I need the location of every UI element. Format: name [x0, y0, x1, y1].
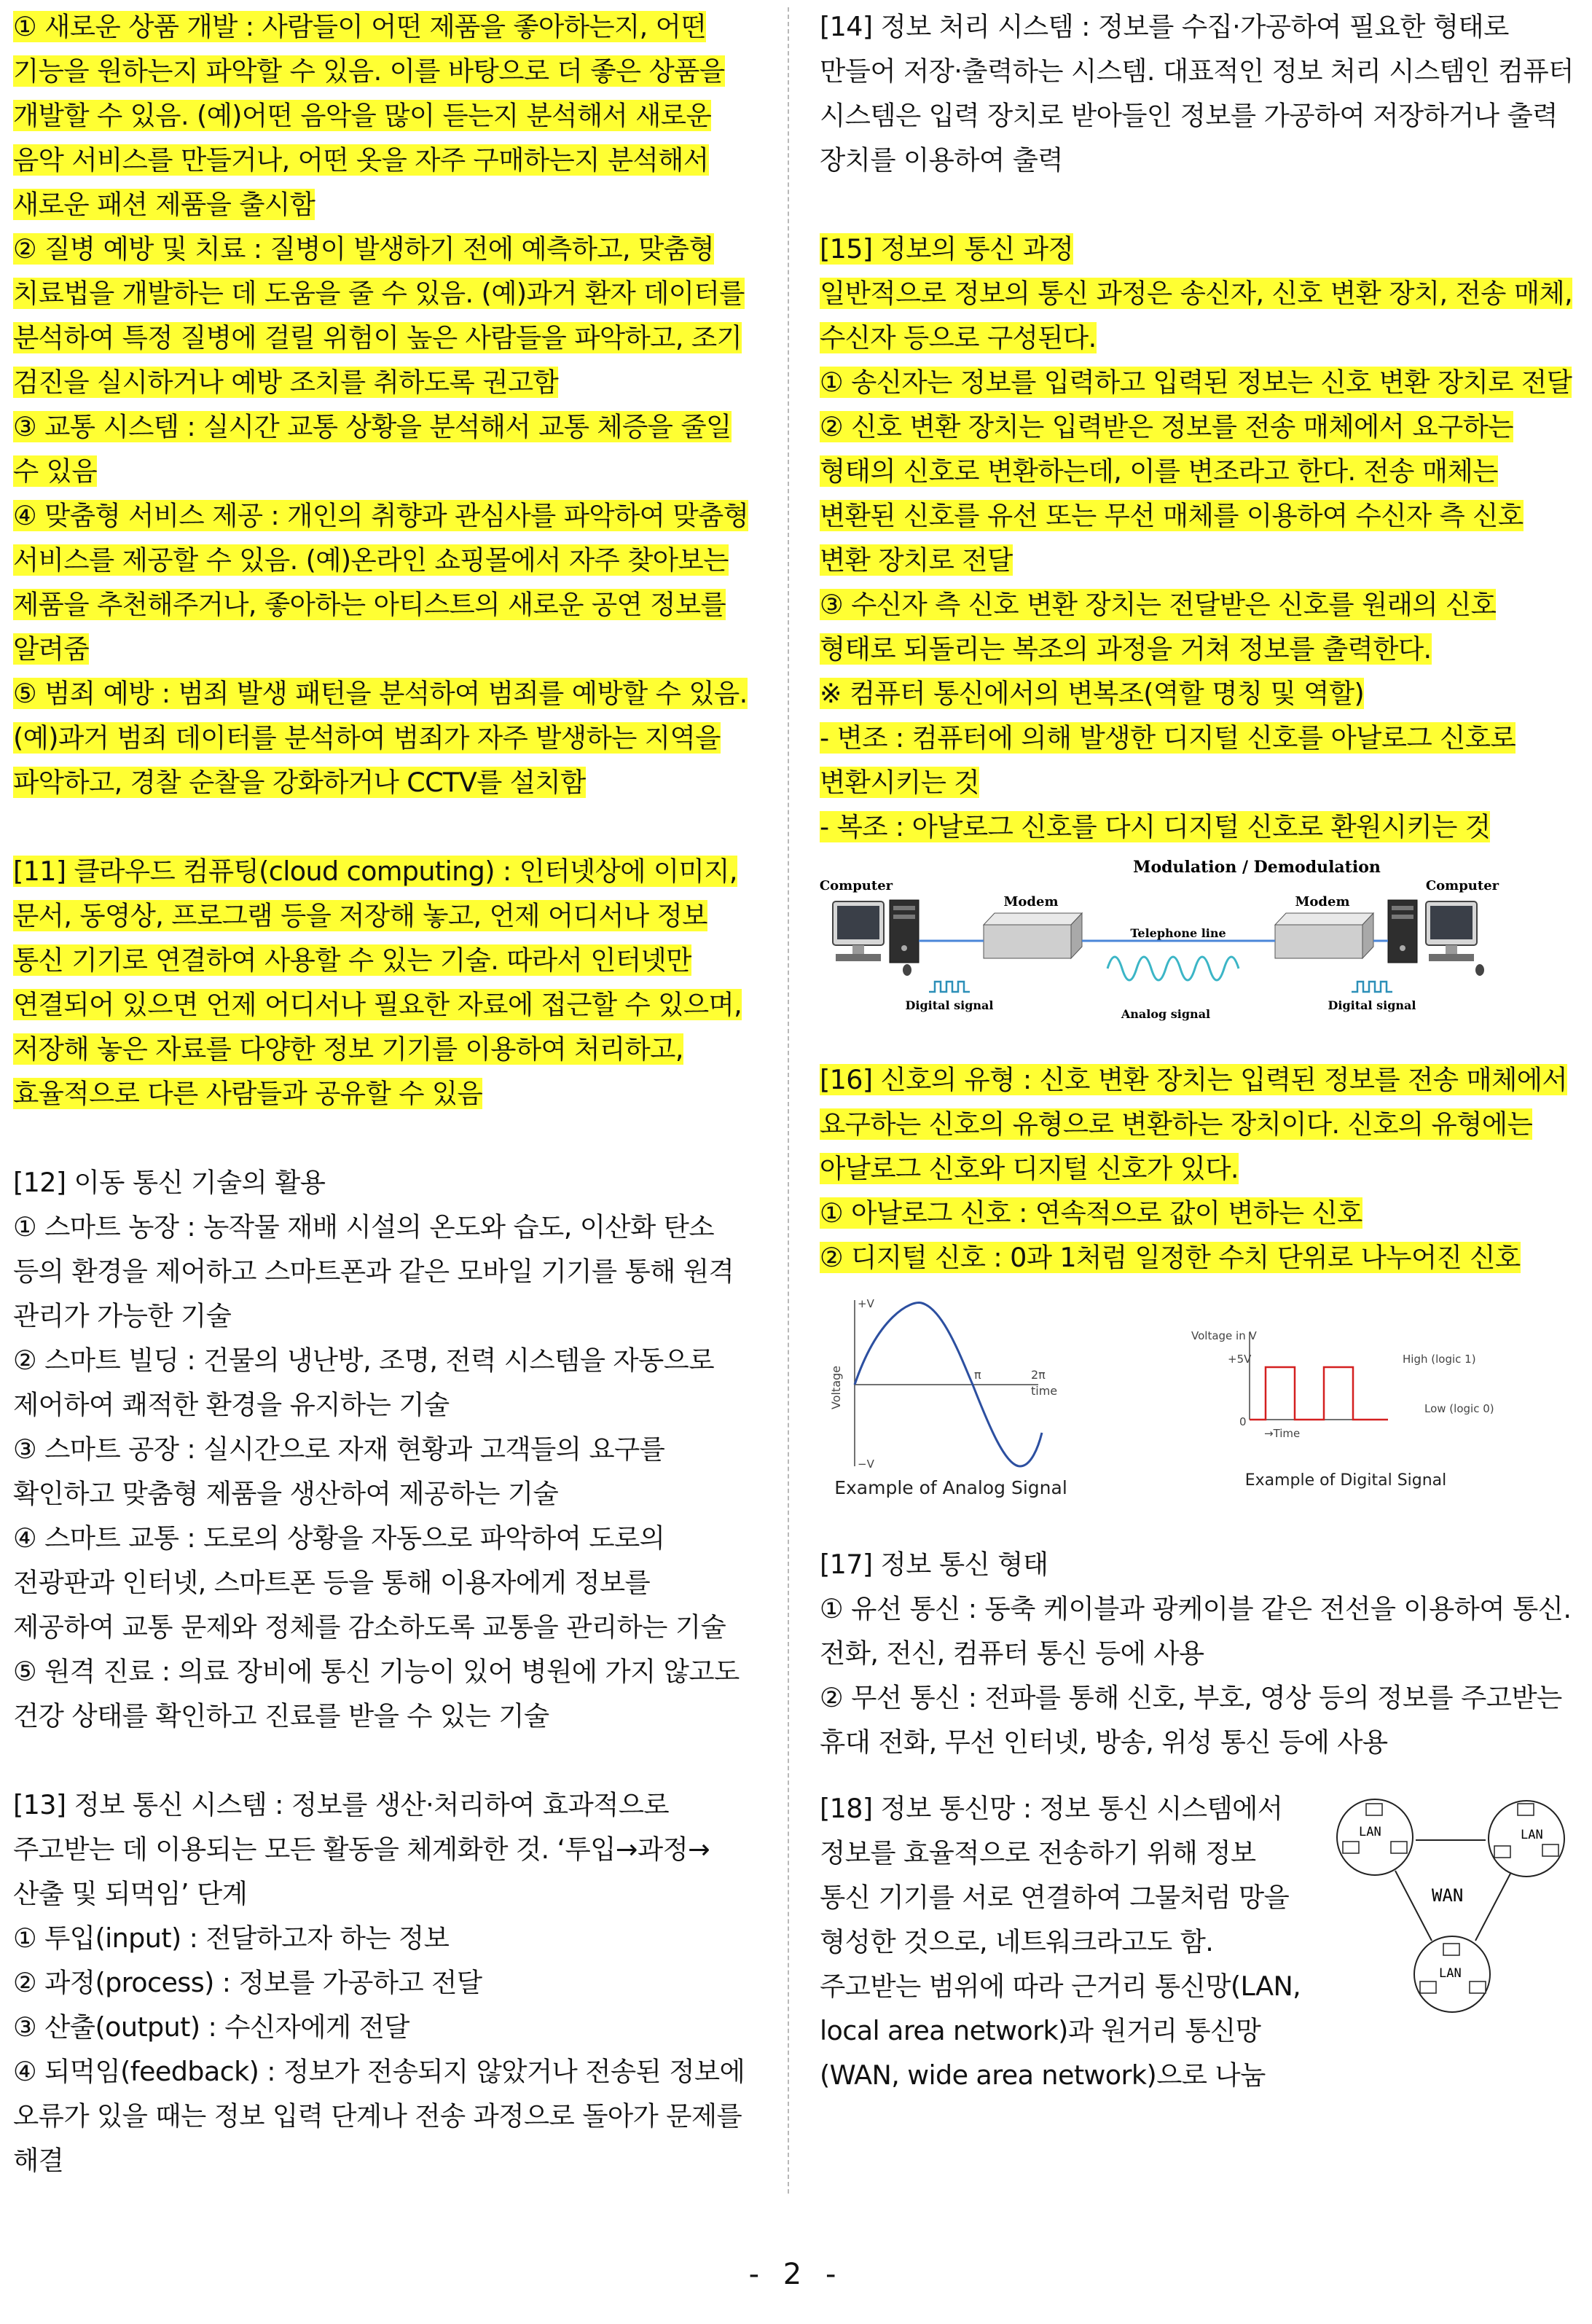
- section-15-item-1: ① 송신자는 정보를 입력하고 입력된 정보는 신호 변환 장치로 전달: [820, 367, 1572, 398]
- analog-2pi-tick: 2π: [1031, 1368, 1046, 1382]
- analog-signal-example: [829, 1297, 1067, 1498]
- modem-right-label: Modem: [1295, 894, 1350, 909]
- lan-label-2: LAN: [1521, 1828, 1543, 1842]
- section-12-item-3: ③ 스마트 공장 : 실시간으로 자재 현황과 고객들의 요구를 확인하고 맞춤형 제품을 생산하여 제공하는 기술: [13, 1433, 665, 1509]
- section-15-note: ※ 컴퓨터 통신에서의 변복조(역할 명칭 및 역할): [820, 678, 1365, 709]
- signal-examples-figure: [820, 1287, 1574, 1520]
- section-13-item-2: ② 과정(process) : 정보를 가공하고 전달: [13, 1967, 482, 1998]
- section-12-title: [12] 이동 통신 기술의 활용: [13, 1167, 326, 1198]
- modem-left-label: Modem: [1003, 894, 1059, 909]
- section-10-item-4: ④ 맞춤형 서비스 제공 : 개인의 취향과 관심사를 파악하여 맞춤형 서비스를 제공할 수 있음. (예)온라인 쇼핑몰에서 자주 찾아보는 제품을 추천해주거나, 좋아하는 아티스트의 새로운 공연 정보를 알려줌: [13, 500, 749, 665]
- analog-minus-v: −V: [858, 1458, 874, 1471]
- section-16-signal-types: [16] 신호의 유형 : 신호 변환 장치는 입력된 정보를 전송 매체에서 요구하는 신호의 유형으로 변환하는 장치이다. 신호의 유형에는 아날로그 신호와 디지털 신호가 있다.: [820, 1064, 1568, 1184]
- section-12-item-2: ② 스마트 빌딩 : 건물의 냉난방, 조명, 전력 시스템을 자동으로 제어하여 쾌적한 환경을 유지하는 기술: [13, 1345, 715, 1420]
- analog-time-label: time: [1031, 1384, 1058, 1398]
- section-18-wrap: [820, 1786, 1574, 2097]
- left-column: [13, 4, 756, 2183]
- digital-plus5-label: +5V: [1228, 1353, 1252, 1366]
- computer-left-icon: [833, 900, 919, 976]
- section-15-intro: 일반적으로 정보의 통신 과정은 송신자, 신호 변환 장치, 전송 매체, 수신자 등으로 구성된다.: [820, 278, 1573, 353]
- network-diagram: [1330, 1786, 1570, 2034]
- wan-link-3: [1475, 1874, 1510, 1941]
- lan-label-1: LAN: [1359, 1825, 1381, 1839]
- section-12-item-5: ⑤ 원격 진료 : 의료 장비에 통신 기능이 있어 병원에 가지 않고도 건강 상태를 확인하고 진료를 받을 수 있는 기술: [13, 1656, 740, 1732]
- section-10-item-1: ① 새로운 상품 개발 : 사람들이 어떤 제품을 좋아하는지, 어떤 기능을 원하는지 파악할 수 있음. 이를 바탕으로 더 좋은 상품을 개발할 수 있음. (예)어떤 음악을 많이 듣는지 분석해서 새로운 음악 서비스를 만들거나, 어떤 옷을 자주 구매하는지 분석해서 새로운 패션 제품을 출시함: [13, 11, 725, 220]
- section-11-cloud: [11] 클라우드 컴퓨팅(cloud computing) : 인터넷상에 이미지, 문서, 동영상, 프로그램 등을 저장해 놓고, 언제 어디서나 정보 통신 기기로 연결하여 사용할 수 있는 기술. 따라서 인터넷만 연결되어 있으면 언제 어디서나 필요한 자료에 접근할 수 있으며, 저장해 놓은 자료를 다양한 정보 기기를 이용하여 처리하고, 효율적으로 다른 사람들과 공유할 수 있음: [13, 856, 742, 1109]
- page-number: - 2 -: [748, 2258, 844, 2291]
- section-15-item-3: ③ 수신자 측 신호 변환 장치는 전달받은 신호를 원래의 신호 형태로 되돌리는 복조의 과정을 거쳐 정보를 출력한다.: [820, 589, 1497, 665]
- digital-zero-label: 0: [1239, 1415, 1247, 1428]
- section-16-item-2: ② 디지털 신호 : 0과 1처럼 일정한 수치 단위로 나누어진 신호: [820, 1242, 1521, 1273]
- analog-caption: Example of Analog Signal: [834, 1477, 1067, 1498]
- digital-signal-left-wave: [929, 982, 970, 992]
- section-10-item-5: ⑤ 범죄 예방 : 범죄 발생 패턴을 분석하여 범죄를 예방할 수 있음. (예)과거 범죄 데이터를 분석하여 범죄가 자주 발생하는 지역을 파악하고, 경찰 순찰을 강화하거나 CCTV를 설치함: [13, 678, 748, 798]
- digital-signal-right-wave: [1352, 982, 1392, 992]
- section-18-network: [18] 정보 통신망 : 정보 통신 시스템에서 정보를 효율적으로 전송하기 위해 정보 통신 기기를 서로 연결하여 그물처럼 망을 형성한 것으로, 네트워크라고도 함. 주고받는 범위에 따라 근거리 통신망(LAN, local area network)과 원거리 통신망(WAN, wide area network)으로 나눔: [820, 1793, 1301, 2091]
- modem-left-icon: [984, 913, 1082, 958]
- section-16-item-1: ① 아날로그 신호 : 연속적으로 값이 변하는 신호: [820, 1197, 1362, 1229]
- section-15-item-2: ② 신호 변환 장치는 입력받은 정보를 전송 매체에서 요구하는 형태의 신호로 변환하는데, 이를 변조라고 한다. 전송 매체는 변환된 신호를 유선 또는 무선 매체를 이용하여 수신자 측 신호 변환 장치로 전달: [820, 411, 1524, 576]
- section-12-item-1: ① 스마트 농장 : 농작물 재배 시설의 온도와 습도, 이산화 탄소 등의 환경을 제어하고 스마트폰과 같은 모바일 기기를 통해 원격 관리가 가능한 기술: [13, 1211, 734, 1331]
- section-10-item-3: ③ 교통 시스템 : 실시간 교통 상황을 분석해서 교통 체증을 줄일 수 있음: [13, 411, 732, 487]
- section-12-item-4: ④ 스마트 교통 : 도로의 상황을 자동으로 파악하여 도로의 전광판과 인터넷, 스마트폰 등을 통해 이용자에게 정보를 제공하여 교통 문제와 정체를 감소하도록 교통을 관리하는 기술: [13, 1522, 726, 1643]
- digital-caption: Example of Digital Signal: [1244, 1471, 1447, 1490]
- section-17-item-1: ① 유선 통신 : 동축 케이블과 광케이블 같은 전선을 이용하여 통신. 전화, 전신, 컴퓨터 통신 등에 사용: [820, 1593, 1572, 1669]
- digital-signal-left-label: Digital signal: [905, 998, 994, 1012]
- section-13-title: [13] 정보 통신 시스템 : 정보를 생산·처리하여 효과적으로 주고받는 데 이용되는 모든 활동을 체계화한 것. ‘투입→과정→산출 및 되먹임’ 단계: [13, 1789, 710, 1909]
- digital-high-label: High (logic 1): [1403, 1353, 1476, 1366]
- digital-time-label: →Time: [1264, 1427, 1301, 1440]
- right-column: [820, 4, 1574, 2097]
- section-10-item-2: ② 질병 예방 및 치료 : 질병이 발생하기 전에 예측하고, 맞춤형 치료법을 개발하는 데 도움을 줄 수 있음. (예)과거 환자 데이터를 분석하여 특정 질병에 걸릴 위험이 높은 사람들을 파악하고, 조기 검진을 실시하거나 예방 조치를 취하도록 권고함: [13, 233, 745, 398]
- digital-low-label: Low (logic 0): [1424, 1402, 1494, 1415]
- section-13-item-4: ④ 되먹임(feedback) : 정보가 전송되지 않았거나 전송된 정보에 오류가 있을 때는 정보 입력 단계나 전송 과정으로 돌아가 문제를 해결: [13, 2056, 745, 2176]
- computer-right-label: Computer: [1425, 878, 1499, 893]
- section-15-modulation: - 변조 : 컴퓨터에 의해 발생한 디지털 신호를 아날로그 신호로 변환시키는 것: [820, 722, 1516, 798]
- digital-signal-example: [1191, 1329, 1494, 1490]
- computer-right-icon: [1388, 900, 1484, 976]
- lan-label-3: LAN: [1439, 1966, 1462, 1981]
- section-13-item-3: ③ 산출(output) : 수신자에게 전달: [13, 2011, 409, 2043]
- square-wave: [1250, 1367, 1388, 1420]
- digital-voltage-label: Voltage in V: [1191, 1329, 1257, 1342]
- modulation-demodulation-figure: [820, 852, 1574, 1034]
- digital-signal-right-label: Digital signal: [1328, 998, 1416, 1012]
- column-divider: [788, 7, 789, 2194]
- telephone-line-label: Telephone line: [1130, 926, 1226, 940]
- analog-plus-v: +V: [858, 1297, 874, 1310]
- analog-voltage-label: Voltage: [829, 1365, 843, 1409]
- analog-pi-tick: π: [974, 1368, 981, 1382]
- computer-left-label: Computer: [820, 878, 893, 893]
- analog-signal-label: Analog signal: [1121, 1007, 1211, 1021]
- section-17-title: [17] 정보 통신 형태: [820, 1549, 1048, 1580]
- modem-right-icon: [1275, 913, 1373, 958]
- wan-link-2: [1395, 1871, 1432, 1941]
- section-14-info-processing: [14] 정보 처리 시스템 : 정보를 수집·가공하여 필요한 형태로 만들어 저장·출력하는 시스템. 대표적인 정보 처리 시스템인 컴퓨터 시스템은 입력 장치로 받아들인 정보를 가공하여 저장하거나 출력 장치를 이용하여 출력: [820, 11, 1574, 176]
- section-17-item-2: ② 무선 통신 : 전파를 통해 신호, 부호, 영상 등의 정보를 주고받는 휴대 전화, 무선 인터넷, 방송, 위성 통신 등에 사용: [820, 1682, 1562, 1758]
- section-13-item-1: ① 투입(input) : 전달하고자 하는 정보: [13, 1922, 450, 1954]
- section-15-title: [15] 정보의 통신 과정: [820, 233, 1074, 265]
- section-15-demodulation: - 복조 : 아날로그 신호를 다시 디지털 신호로 환원시키는 것: [820, 811, 1491, 842]
- wan-label: WAN: [1432, 1885, 1464, 1906]
- analog-signal-wave: [1107, 957, 1239, 980]
- modem-figure-title: Modulation / Demodulation: [1133, 858, 1381, 877]
